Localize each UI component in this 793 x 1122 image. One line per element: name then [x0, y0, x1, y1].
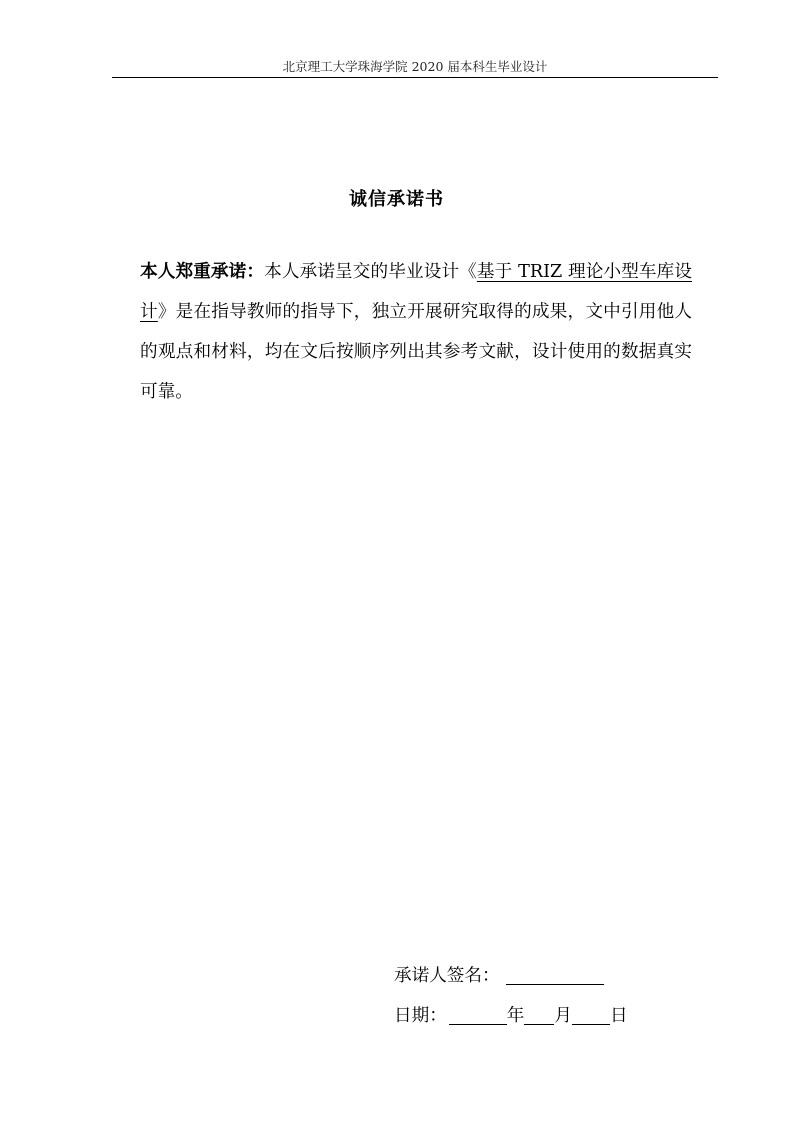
date-label: 日期：	[394, 1006, 447, 1026]
pledge-text-before-title: 本人承诺呈交的毕业设计《	[264, 262, 477, 282]
signature-block	[394, 956, 628, 1036]
date-row	[394, 996, 628, 1036]
pledge-lead: 本人郑重承诺：	[140, 261, 265, 282]
year-label: 年	[506, 1006, 525, 1026]
pledge-text-after-title: 》是在指导教师的指导下，独立开展研究取得的成果，文中引用他人的观点和材料，均在文后按顺序列出其参考文献，设计使用的数据真实可靠。	[140, 302, 692, 402]
day-blank[interactable]	[572, 1002, 610, 1025]
year-blank[interactable]	[449, 1002, 507, 1025]
page-header	[112, 56, 718, 78]
signer-row	[394, 956, 628, 996]
signature-blank[interactable]	[506, 962, 604, 985]
month-blank[interactable]	[524, 1002, 554, 1025]
thesis-title: 基于 TRIZ 理论小型车库设计	[140, 262, 692, 322]
day-label: 日	[610, 1006, 628, 1026]
month-label: 月	[554, 1006, 573, 1026]
pledge-paragraph	[140, 252, 692, 412]
signer-label: 承诺人签名：	[394, 966, 500, 986]
running-title: 北京理工大学珠海学院 2020 届本科生毕业设计	[282, 59, 548, 74]
document-title: 诚信承诺书	[349, 189, 444, 210]
